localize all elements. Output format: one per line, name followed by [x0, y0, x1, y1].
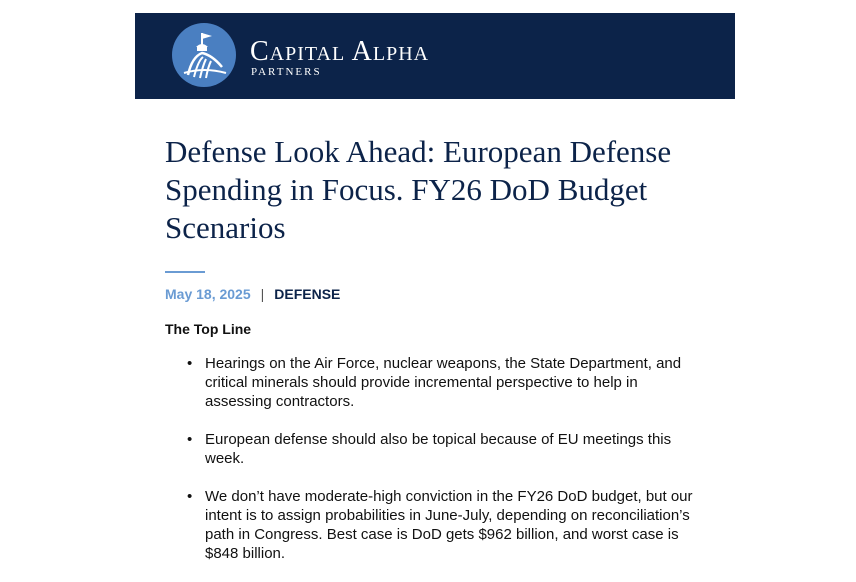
brand-subtitle: PARTNERS: [251, 66, 322, 78]
brand-name: Capital Alpha: [250, 36, 430, 67]
article-date: May 18, 2025: [165, 286, 251, 302]
header-banner: [135, 13, 735, 99]
article-meta: [165, 285, 340, 303]
section-heading: The Top Line: [165, 321, 252, 337]
list-item: • European defense should also be topical because of EU meetings this week.: [165, 430, 705, 468]
capitol-dome-icon: [172, 23, 236, 87]
list-item: • Hearings on the Air Force, nuclear weapons, the State Department, and critical minerals should provide incremental perspective to help in assessing contractors.: [165, 354, 705, 411]
list-item: • We don’t have moderate-high conviction in the FY26 DoD budget, but our intent is to assign probabilities in June-July, depending on reconciliation’s path in Congress. Best case is DoD gets $962 billion, and worst case is $848 billion.: [165, 487, 705, 563]
top-line-list: [165, 354, 705, 582]
article-title: Defense Look Ahead: European Defense Spending in Focus. FY26 DoD Budget Scenarios: [165, 134, 672, 245]
meta-separator: |: [260, 286, 265, 302]
title-divider: [165, 271, 205, 273]
article-category[interactable]: DEFENSE: [274, 286, 341, 302]
